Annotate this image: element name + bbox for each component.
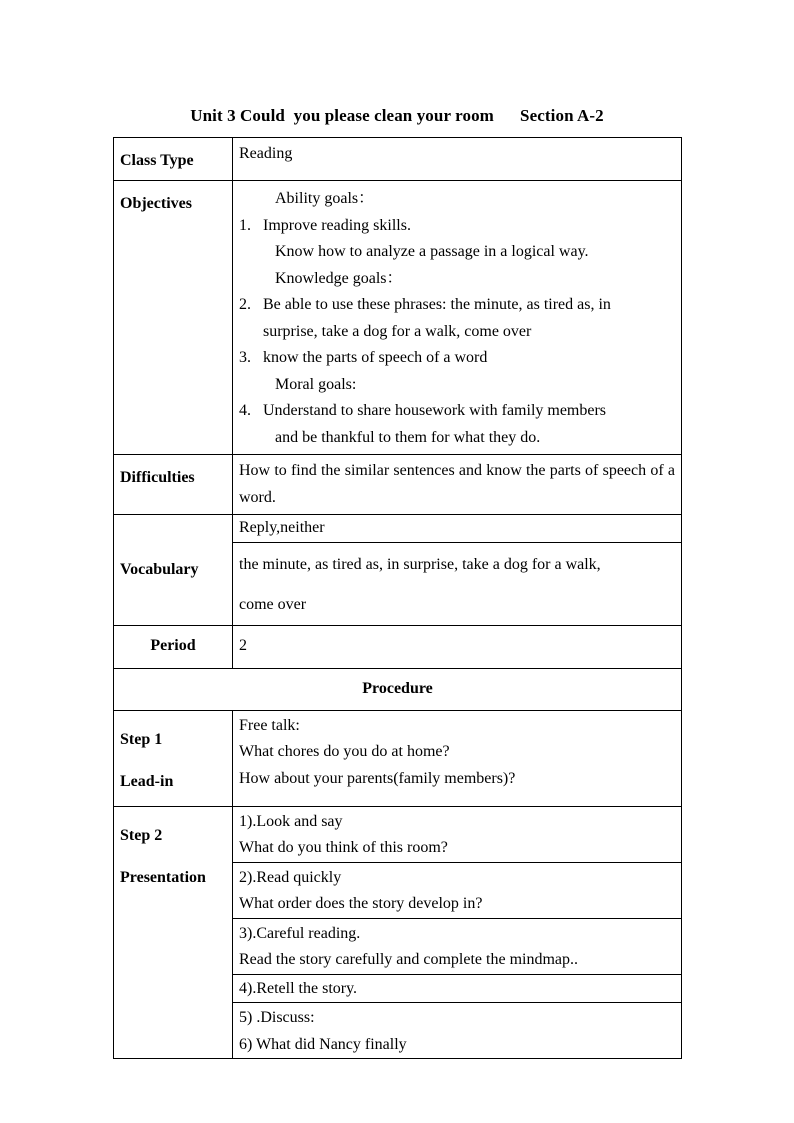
procedure-heading-row — [114, 668, 682, 710]
knowledge-goals-heading: Knowledge goals： — [275, 269, 403, 287]
objective-item-4-cont: and be thankful to them for what they do. — [275, 428, 541, 446]
step-1-number: Step 1 — [120, 730, 163, 748]
document-title: Unit 3 Could you please clean your room Section A-2 — [190, 106, 604, 125]
block-line: 3).Careful reading. — [239, 924, 361, 942]
step-2-block-3 — [233, 918, 682, 974]
step-1-line: How about your parents(family members)? — [239, 769, 516, 787]
objective-item-4: 4. Understand to share housework with family members — [239, 402, 607, 419]
block-line: What do you think of this room? — [239, 839, 448, 856]
vocabulary-label: Vocabulary — [114, 515, 233, 626]
objectives-row — [114, 181, 682, 455]
step-2-block-4 — [233, 974, 682, 1003]
step-2-number: Step 2 — [120, 826, 163, 844]
procedure-heading: Procedure — [114, 668, 682, 710]
period-label: Period — [114, 625, 233, 668]
step-1-name: Lead-in — [120, 772, 174, 790]
block-line: 2).Read quickly — [239, 868, 342, 886]
period-row — [114, 625, 682, 668]
objective-item-2-cont: surprise, take a dog for a walk, come over — [263, 322, 532, 340]
class-type-value: Reading — [233, 138, 682, 181]
step-2-block-1 — [233, 806, 682, 862]
vocabulary-words: Reply,neither — [233, 515, 682, 543]
vocabulary-row-1 — [114, 515, 682, 543]
class-type-row — [114, 138, 682, 181]
objectives-content — [233, 181, 682, 455]
step-2-block-5 — [233, 1003, 682, 1059]
step-1-content — [233, 710, 682, 806]
step-2-name: Presentation — [120, 868, 206, 886]
moral-goals-heading: Moral goals: — [275, 375, 357, 393]
difficulties-label: Difficulties — [114, 455, 233, 515]
ability-goals-heading: Ability goals： — [275, 190, 375, 207]
step-2-label — [114, 806, 233, 1059]
vocabulary-phrases-line-2: come over — [239, 596, 307, 613]
difficulties-value: How to find the similar sentences and know the parts of speech of a word. — [233, 455, 682, 515]
vocabulary-phrases — [233, 542, 682, 625]
step-1-line: What chores do you do at home? — [239, 743, 450, 760]
step-2-block-2 — [233, 862, 682, 918]
block-line: 6) What did Nancy finally — [239, 1035, 407, 1053]
class-type-label: Class Type — [114, 138, 233, 181]
difficulties-row — [114, 455, 682, 515]
step-1-label — [114, 710, 233, 806]
objective-item-3: 3. know the parts of speech of a word — [239, 349, 488, 366]
block-line: 4).Retell the story. — [239, 979, 358, 997]
objective-item-1: 1. Improve reading skills. — [239, 216, 411, 234]
block-line: Read the story carefully and complete the mindmap.. — [239, 951, 578, 968]
objective-item-2: 2. Be able to use these phrases: the minute, as tired as, in — [239, 296, 611, 313]
period-value: 2 — [233, 625, 682, 668]
step-1-line: Free talk: — [239, 716, 300, 734]
step-1-row — [114, 710, 682, 806]
block-line: What order does the story develop in? — [239, 895, 483, 912]
objective-item-1-detail: Know how to analyze a passage in a logical way. — [275, 243, 589, 260]
block-line: 5) .Discuss: — [239, 1009, 315, 1026]
vocabulary-phrases-line-1: the minute, as tired as, in surprise, take a dog for a walk, — [239, 555, 601, 573]
objectives-label: Objectives — [114, 181, 233, 455]
block-line: 1).Look and say — [239, 812, 343, 830]
step-2-row-1 — [114, 806, 682, 862]
lesson-plan-table — [113, 137, 682, 1059]
